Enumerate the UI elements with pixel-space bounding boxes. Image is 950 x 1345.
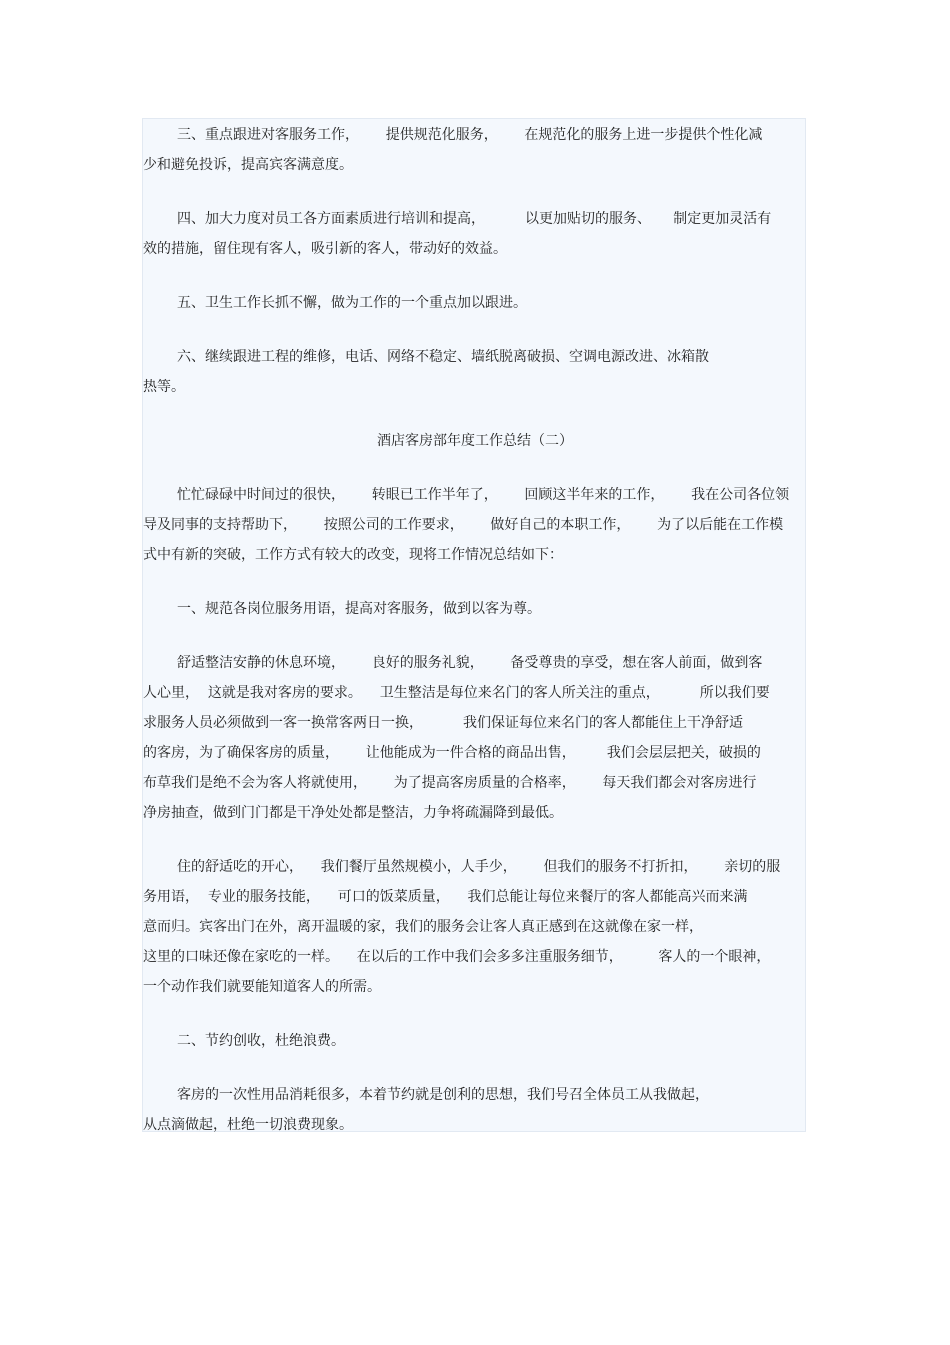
paragraph-line: 导及同事的支持帮助下， 按照公司的工作要求， 做好自己的本职工作， 为了以后能在工作模 — [143, 517, 784, 533]
paragraph-line: 布草我们是绝不会为客人将就使用， 为了提高客房质量的合格率， 每天我们都会对客房进行 — [143, 775, 757, 791]
paragraph-line: 五、卫生工作长抓不懈，做为工作的一个重点加以跟进。 — [177, 295, 527, 311]
paragraph-line: 舒适整洁安静的休息环境， 良好的服务礼貌， 备受尊贵的享受，想在客人前面，做到客 — [177, 655, 763, 671]
paragraph-line: 效的措施，留住现有客人，吸引新的客人，带动好的效益。 — [143, 241, 507, 257]
document-content — [142, 118, 806, 1132]
paragraph-line: 式中有新的突破，工作方式有较大的改变，现将工作情况总结如下： — [143, 547, 563, 563]
paragraph-line: 客房的一次性用品消耗很多，本着节约就是创利的思想，我们号召全体员工从我做起， — [177, 1087, 709, 1103]
paragraph-line: 务用语， 专业的服务技能， 可口的饭菜质量， 我们总能让每位来餐厅的客人都能高兴而来满 — [143, 889, 748, 905]
section-title: 酒店客房部年度工作总结（二） — [377, 433, 573, 449]
paragraph-line: 求服务人员必须做到一客一换常客两日一换， 我们保证每位来名门的客人都能住上干净舒适 — [143, 715, 744, 731]
paragraph-line: 意而归。宾客出门在外，离开温暖的家，我们的服务会让客人真正感到在这就像在家一样， — [143, 919, 703, 935]
paragraph-line: 净房抽查，做到门门都是干净处处都是整洁，力争将疏漏降到最低。 — [143, 805, 563, 821]
paragraph-line: 热等。 — [143, 379, 185, 395]
paragraph-line: 住的舒适吃的开心， 我们餐厅虽然规模小，人手少， 但我们的服务不打折扣， 亲切的服 — [177, 859, 781, 875]
paragraph-line: 一个动作我们就要能知道客人的所需。 — [143, 979, 381, 995]
paragraph-line: 人心里， 这就是我对客房的要求。 卫生整洁是每位来名门的客人所关注的重点， 所以我们要 — [143, 685, 770, 701]
paragraph-line: 忙忙碌碌中时间过的很快， 转眼已工作半年了， 回顾这半年来的工作， 我在公司各位领 — [177, 487, 790, 503]
paragraph-line: 一、规范各岗位服务用语，提高对客服务，做到以客为尊。 — [177, 601, 541, 617]
paragraph-line: 的客房，为了确保客房的质量， 让他能成为一件合格的商品出售， 我们会层层把关，破损的 — [143, 745, 761, 761]
paragraph-line: 六、继续跟进工程的维修，电话、网络不稳定、墙纸脱离破损、空调电源改进、冰箱散 — [177, 349, 709, 365]
paragraph-line: 二、节约创收，杜绝浪费。 — [177, 1033, 345, 1049]
paragraph-line: 四、加大力度对员工各方面素质进行培训和提高， 以更加贴切的服务、 制定更加灵活有 — [177, 211, 772, 227]
paragraph-line: 少和避免投诉，提高宾客满意度。 — [143, 157, 353, 173]
paragraph-line: 从点滴做起，杜绝一切浪费现象。 — [143, 1117, 353, 1133]
paragraph-line: 三、重点跟进对客服务工作， 提供规范化服务， 在规范化的服务上进一步提供个性化减 — [177, 127, 763, 143]
paragraph-line: 这里的口味还像在家吃的一样。 在以后的工作中我们会多多注重服务细节， 客人的一个眼神， — [143, 949, 771, 965]
